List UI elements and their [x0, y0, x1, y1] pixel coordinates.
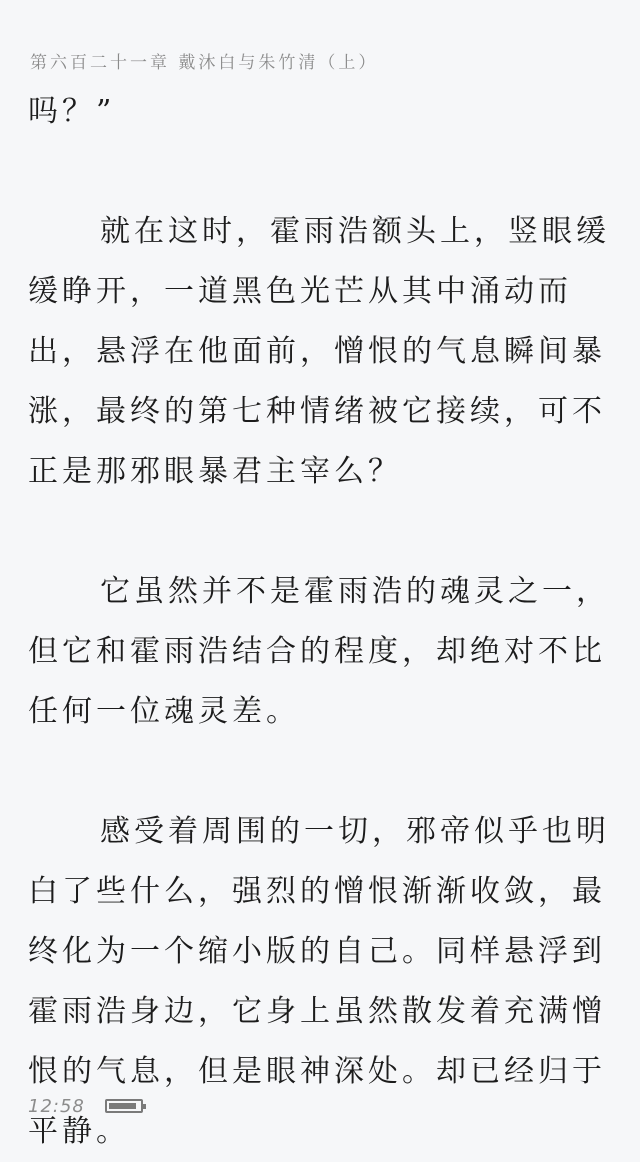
reader-status-bar [28, 1094, 143, 1118]
paragraph: 它虽然并不是霍雨浩的魂灵之一，但它和霍雨浩结合的程度，却绝对不比任何一位魂灵差。 [28, 574, 610, 729]
paragraph: 吗？” [28, 94, 116, 129]
battery-icon [105, 1099, 143, 1113]
clock: 12:58 [28, 1095, 85, 1117]
chapter-title: 第六百二十一章 戴沐白与朱竹清（上） [30, 53, 379, 73]
paragraph: 感受着周围的一切，邪帝似乎也明白了些什么，强烈的憎恨渐渐收敛，最终化为一个缩小版的自己。同样悬浮到霍雨浩身边，它身上虽然散发着充满憎恨的气息，但是眼神深处。却已经归于平静。 [28, 814, 610, 1149]
paragraph: 就在这时，霍雨浩额头上，竖眼缓缓睁开，一道黑色光芒从其中涌动而出，悬浮在他面前，憎恨的气息瞬间暴涨，最终的第七种情绪被它接续，可不正是那邪眼暴君主宰么？ [28, 214, 610, 489]
battery-level-fill [109, 1103, 136, 1109]
